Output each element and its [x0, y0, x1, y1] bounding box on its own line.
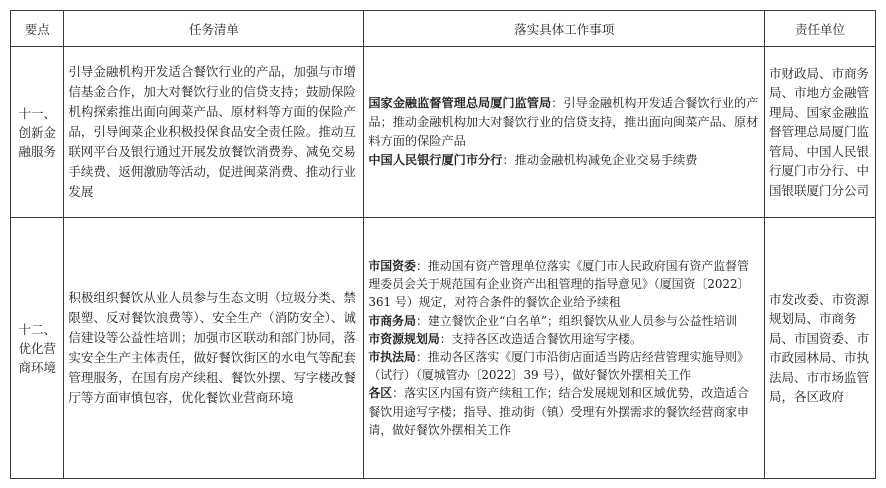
work-entry	[368, 151, 760, 170]
work-text: ：建立餐饮企业“白名单”；组织餐饮从业人员参与公益性培训	[415, 313, 738, 328]
work-entry	[368, 348, 760, 384]
work-entry	[368, 312, 760, 330]
work-text: ：引导金融机构开发适合餐饮行业的产品；推动金融机构加大对餐饮行业的信贷支持，推出面向闽菜产品、原材料方面的保险产品	[368, 96, 759, 148]
dept-name: 市国资委	[368, 258, 416, 273]
table-row	[11, 47, 876, 218]
dept-name: 市资源规划局	[368, 331, 440, 346]
table-row	[11, 218, 876, 479]
work-items-cell	[364, 218, 765, 479]
work-entry	[368, 384, 760, 439]
work-text: ：支持各区改造适合餐饮用途写字楼。	[439, 331, 642, 346]
work-items-cell	[364, 47, 765, 218]
table-header-row	[11, 11, 876, 47]
work-text: ：推动国有资产管理单位落实《厦门市人民政府国有资产监督管理委员会关于规范国有企业资产出租管理的指导意见》（厦国资〔2022〕361 号）规定，对符合条件的餐饮企业给予续租	[368, 258, 750, 310]
dept-name: 各区	[368, 386, 393, 401]
header-task-list: 任务清单	[64, 11, 364, 47]
key-point-cell: 十二、优化营商环境	[11, 218, 64, 479]
work-entry	[368, 257, 760, 312]
header-responsible: 责任单位	[765, 11, 876, 47]
header-key-point: 要点	[11, 11, 64, 47]
dept-name: 市商务局	[368, 313, 416, 328]
work-entry	[368, 330, 760, 348]
responsible-units-cell: 市发改委、市资源规划局、市商务局、市国资委、市市政园林局、市执法局、市市场监管局，各区政府	[765, 218, 876, 479]
dept-name: 市执法局	[368, 350, 416, 364]
task-list-cell: 积极组织餐饮从业人员参与生态文明（垃圾分类、禁限塑、反对餐饮浪费等）、安全生产（消防安全）、诚信建设等公益性培训；加强市区联动和部门协同，落实安全生产主体责任，做好餐饮街区的水电气等配套管理服务，在国有房产续租、餐饮外摆、写字楼改餐厅等方面审慎包容，优化餐饮业营商环境	[64, 218, 364, 479]
work-text: ：推动各区落实《厦门市沿街店面适当跨店经营管理实施导则》（试行）（厦城管办〔2022〕39 号），做好餐饮外摆相关工作	[368, 350, 749, 383]
work-entry	[368, 94, 760, 151]
dept-name: 中国人民银行厦门市分行	[368, 153, 503, 167]
work-text: ：落实区内国有资产续租工作；结合发展规划和区域优势，改造适合餐饮用途写字楼；指导、推动街（镇）受理有外摆需求的餐饮经营商家申请，做好餐饮外摆相关工作	[368, 386, 749, 437]
responsible-units-cell: 市财政局、市商务局、市地方金融管理局、国家金融监督管理总局厦门监管局、中国人民银行厦门市分行、中国银联厦门分公司	[765, 47, 876, 218]
key-point-cell: 十一、创新金融服务	[11, 47, 64, 218]
dept-name: 国家金融监督管理总局厦门监管局	[368, 96, 552, 110]
task-table	[10, 10, 876, 479]
work-text: ：推动金融机构减免企业交易手续费	[502, 153, 698, 167]
header-work-items: 落实具体工作事项	[364, 11, 765, 47]
task-list-cell: 引导金融机构开发适合餐饮行业的产品，加强与市增信基金合作，加大对餐饮行业的信贷支持；鼓励保险机构探索推出面向闽菜产品、原材料等方面的保险产品，引导闽菜企业积极投保食品安全责任险。推动互联网平台及银行通过开展发放餐饮消费券、减免交易手续费、返佣激励等活动，促进闽菜消费、推动行业发展	[64, 47, 364, 218]
